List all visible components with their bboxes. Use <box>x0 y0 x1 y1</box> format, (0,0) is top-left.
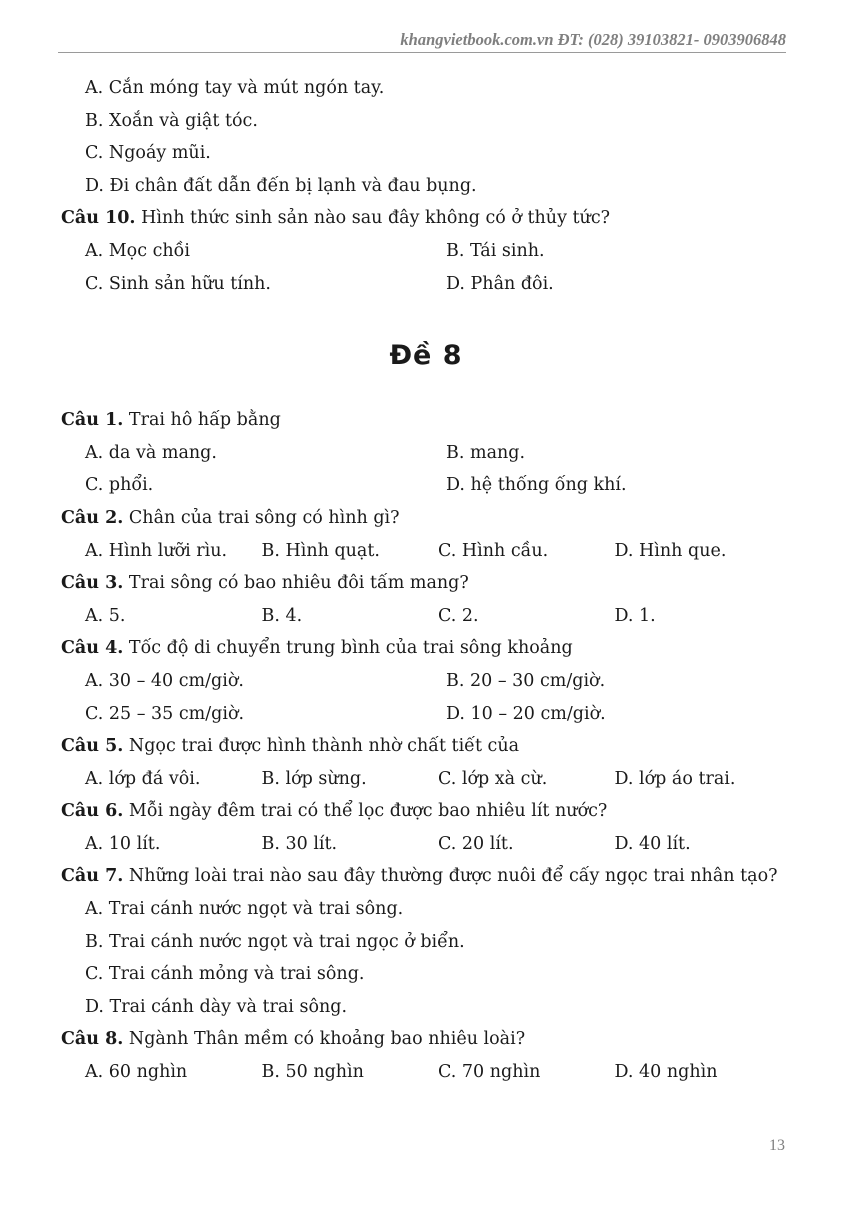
option: B. 4. <box>261 605 303 626</box>
option: D. 40 lít. <box>614 833 691 854</box>
option: C. phổi. <box>85 475 154 496</box>
option: D. Đi chân đất dẫn đến bị lạnh và đau bụng. <box>85 175 477 196</box>
option: A. lớp đá vôi. <box>85 768 201 789</box>
question-6 <box>61 795 791 828</box>
question-text: Hình thức sinh sản nào sau đây không có ở thủy tức? <box>135 208 611 229</box>
question-text: Chân của trai sông có hình gì? <box>123 507 400 528</box>
question-label: Câu 2. <box>61 507 124 528</box>
option: A. 60 nghìn <box>85 1062 188 1083</box>
question-label: Câu 1. <box>61 410 124 431</box>
options-row <box>61 600 791 633</box>
option: A. Mọc chồi <box>85 240 190 261</box>
options-row <box>61 828 791 861</box>
options-row <box>61 698 791 731</box>
question-label: Câu 3. <box>61 573 124 594</box>
question-label: Câu 7. <box>61 866 124 887</box>
question-2 <box>61 502 791 535</box>
question-4 <box>61 632 791 665</box>
option: B. Xoắn và giật tóc. <box>85 110 258 131</box>
option: C. Trai cánh mỏng và trai sông. <box>85 964 365 985</box>
option: D. Hình que. <box>614 540 727 561</box>
option: D. 10 – 20 cm/giờ. <box>446 703 606 724</box>
question-label: Câu 5. <box>61 736 124 757</box>
option: C. 2. <box>438 605 479 626</box>
question-label: Câu 6. <box>61 801 124 822</box>
option: B. Hình quạt. <box>261 540 380 561</box>
option: A. Hình lưỡi rìu. <box>85 540 228 561</box>
options-row <box>61 535 791 568</box>
option: D. 40 nghìn <box>614 1062 718 1083</box>
option: D. 1. <box>614 605 656 626</box>
option: C. lớp xà cừ. <box>438 768 548 789</box>
option: D. Trai cánh dày và trai sông. <box>85 996 348 1017</box>
question-3 <box>61 567 791 600</box>
option: B. 50 nghìn <box>261 1062 364 1083</box>
option: C. 20 lít. <box>438 833 514 854</box>
options-row <box>61 268 791 301</box>
option: B. lớp sừng. <box>261 768 367 789</box>
question-1 <box>61 404 791 437</box>
question-text: Ngành Thân mềm có khoảng bao nhiêu loài? <box>123 1029 526 1050</box>
option: A. 30 – 40 cm/giờ. <box>85 670 244 691</box>
option: D. Phân đôi. <box>446 273 554 294</box>
option: C. 70 nghìn <box>438 1062 541 1083</box>
question-10 <box>61 202 791 235</box>
options-row <box>61 763 791 796</box>
option: A. da và mang. <box>85 442 217 463</box>
option: D. hệ thống ống khí. <box>446 475 627 496</box>
page-header: khangvietbook.com.vn ĐT: (028) 39103821- 0903906848 <box>400 30 786 49</box>
question-text: Ngọc trai được hình thành nhờ chất tiết của <box>123 736 520 757</box>
option: B. 20 – 30 cm/giờ. <box>446 670 606 691</box>
options-row <box>61 235 791 268</box>
option: A. 10 lít. <box>85 833 161 854</box>
option: A. Trai cánh nước ngọt và trai sông. <box>85 899 404 920</box>
option: D. lớp áo trai. <box>614 768 736 789</box>
question-label: Câu 4. <box>61 638 124 659</box>
option: A. 5. <box>85 605 126 626</box>
option: B. mang. <box>446 442 526 463</box>
page-content <box>61 72 791 1089</box>
question-text: Mỗi ngày đêm trai có thể lọc được bao nhiêu lít nước? <box>123 801 608 822</box>
options-row <box>61 437 791 470</box>
option: B. 30 lít. <box>261 833 338 854</box>
option: B. Tái sinh. <box>446 240 545 261</box>
question-label: Câu 10. <box>61 208 136 229</box>
options-row <box>61 1056 791 1089</box>
option: B. Trai cánh nước ngọt và trai ngọc ở biển. <box>85 931 465 952</box>
question-8 <box>61 1023 791 1056</box>
option: A. Cắn móng tay và mút ngón tay. <box>85 78 385 98</box>
question-text: Trai sông có bao nhiêu đôi tấm mang? <box>123 573 469 594</box>
question-5 <box>61 730 791 763</box>
header-divider <box>58 52 786 53</box>
question-text: Tốc độ di chuyển trung bình của trai sông khoảng <box>123 638 573 659</box>
question-text: Trai hô hấp bằng <box>123 410 281 431</box>
option: C. Ngoáy mũi. <box>85 143 211 164</box>
option: C. Sinh sản hữu tính. <box>85 273 271 294</box>
options-row <box>61 469 791 502</box>
option: C. Hình cầu. <box>438 540 549 561</box>
question-label: Câu 8. <box>61 1029 124 1050</box>
question-7 <box>61 860 791 893</box>
section-title: Đề 8 <box>389 340 463 372</box>
options-row <box>61 665 791 698</box>
question-text: Những loài trai nào sau đây thường được nuôi để cấy ngọc trai nhân tạo? <box>123 866 778 887</box>
page-number: 13 <box>769 1137 785 1154</box>
option: C. 25 – 35 cm/giờ. <box>85 703 245 724</box>
